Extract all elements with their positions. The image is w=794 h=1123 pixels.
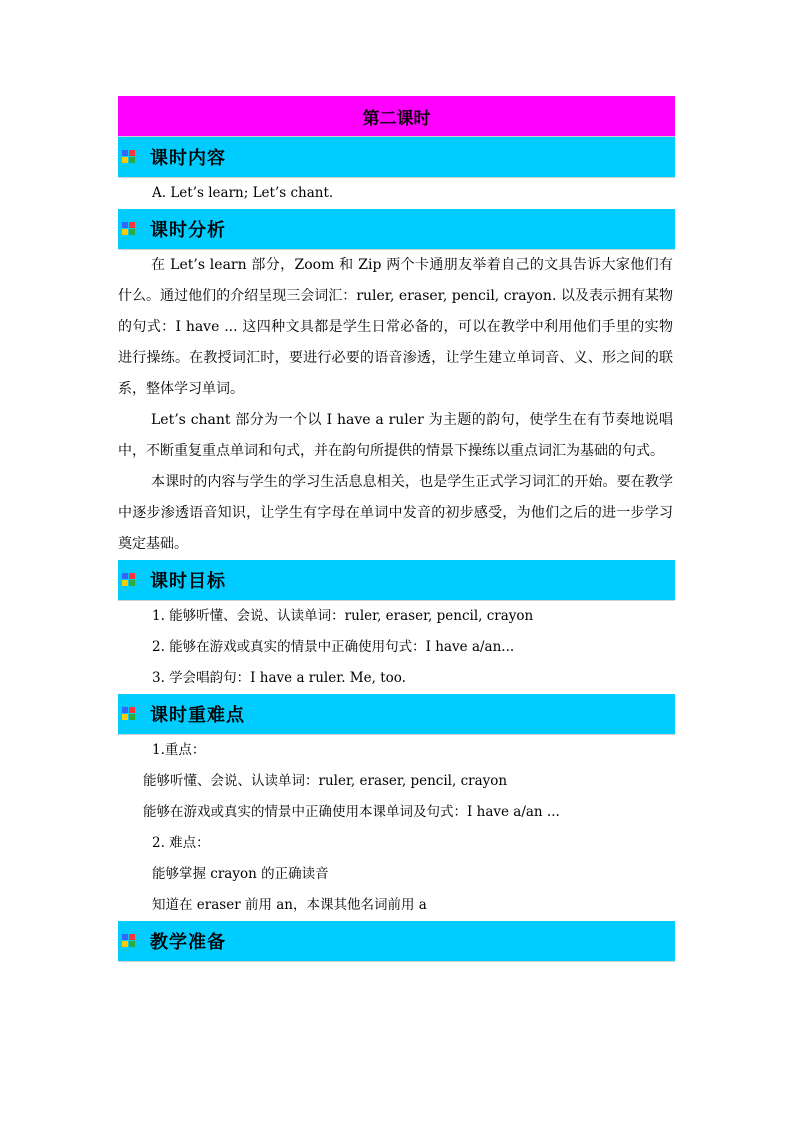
book-icon xyxy=(122,222,136,236)
key-point-line: 能够掌握 crayon 的正确读音 xyxy=(152,866,329,882)
section-heading: 课时内容 xyxy=(150,148,226,169)
key-point-line: 2. 难点： xyxy=(152,835,210,851)
section-heading: 课时目标 xyxy=(150,571,226,592)
key-point-line: 能够听懂、会说、认读单词：ruler, eraser, pencil, crayon xyxy=(143,773,508,789)
section-header-analysis xyxy=(118,209,675,250)
section-header-goals xyxy=(118,560,675,601)
section-heading: 教学准备 xyxy=(150,932,226,953)
key-point-line: 1.重点： xyxy=(152,742,206,758)
content-line: A. Let’s learn; Let’s chant. xyxy=(152,185,334,201)
section-heading: 课时分析 xyxy=(150,220,226,241)
section-header-content xyxy=(118,137,675,178)
analysis-paragraph: Let’s chant 部分为一个以 I have a ruler 为主题的韵句，使学生在有节奏地说唱中，不断重复重点单词和句式，并在韵句所提供的情景下操练以重点词汇为基础的句式。 xyxy=(118,412,673,459)
section-header-prep xyxy=(118,921,675,962)
analysis-paragraph: 本课时的内容与学生的学习生活息息相关，也是学生正式学习词汇的开始。要在教学中逐步渗透语音知识，让学生有字母在单词中发音的初步感受，为他们之后的进一步学习奠定基础。 xyxy=(118,474,673,552)
key-point-line: 知道在 eraser 前用 an，本课其他名词前用 a xyxy=(152,897,427,913)
book-icon xyxy=(122,573,136,587)
goal-item: 1. 能够听懂、会说、认读单词：ruler, eraser, pencil, crayon xyxy=(152,608,534,624)
book-icon xyxy=(122,707,136,721)
section-heading: 课时重难点 xyxy=(150,705,245,726)
lesson-plan-table xyxy=(118,96,675,962)
goal-item: 3. 学会唱韵句：I have a ruler. Me, too. xyxy=(152,670,406,686)
analysis-paragraph: 在 Let’s learn 部分，Zoom 和 Zip 两个卡通朋友举着自己的文具告诉大家他们有什么。通过他们的介绍呈现三会词汇：ruler, eraser, pencil, crayon. 以及表示拥有某物的句式：I have ... 这四种文具都是学生日常必备的，可以在教学中利用他们手里的实物进行操练。在教授词汇时，要进行必要的语音渗透，让学生建立单词音、义、形之间的联系，整体学习单词。 xyxy=(118,257,673,397)
goal-item: 2. 能够在游戏或真实的情景中正确使用句式：I have a/an... xyxy=(152,639,515,655)
book-icon xyxy=(122,934,136,948)
key-point-line: 能够在游戏或真实的情景中正确使用本课单词及句式：I have a/an ... xyxy=(143,804,560,820)
section-header-key-points xyxy=(118,694,675,735)
lesson-title: 第二课时 xyxy=(118,96,675,137)
book-icon xyxy=(122,150,136,164)
